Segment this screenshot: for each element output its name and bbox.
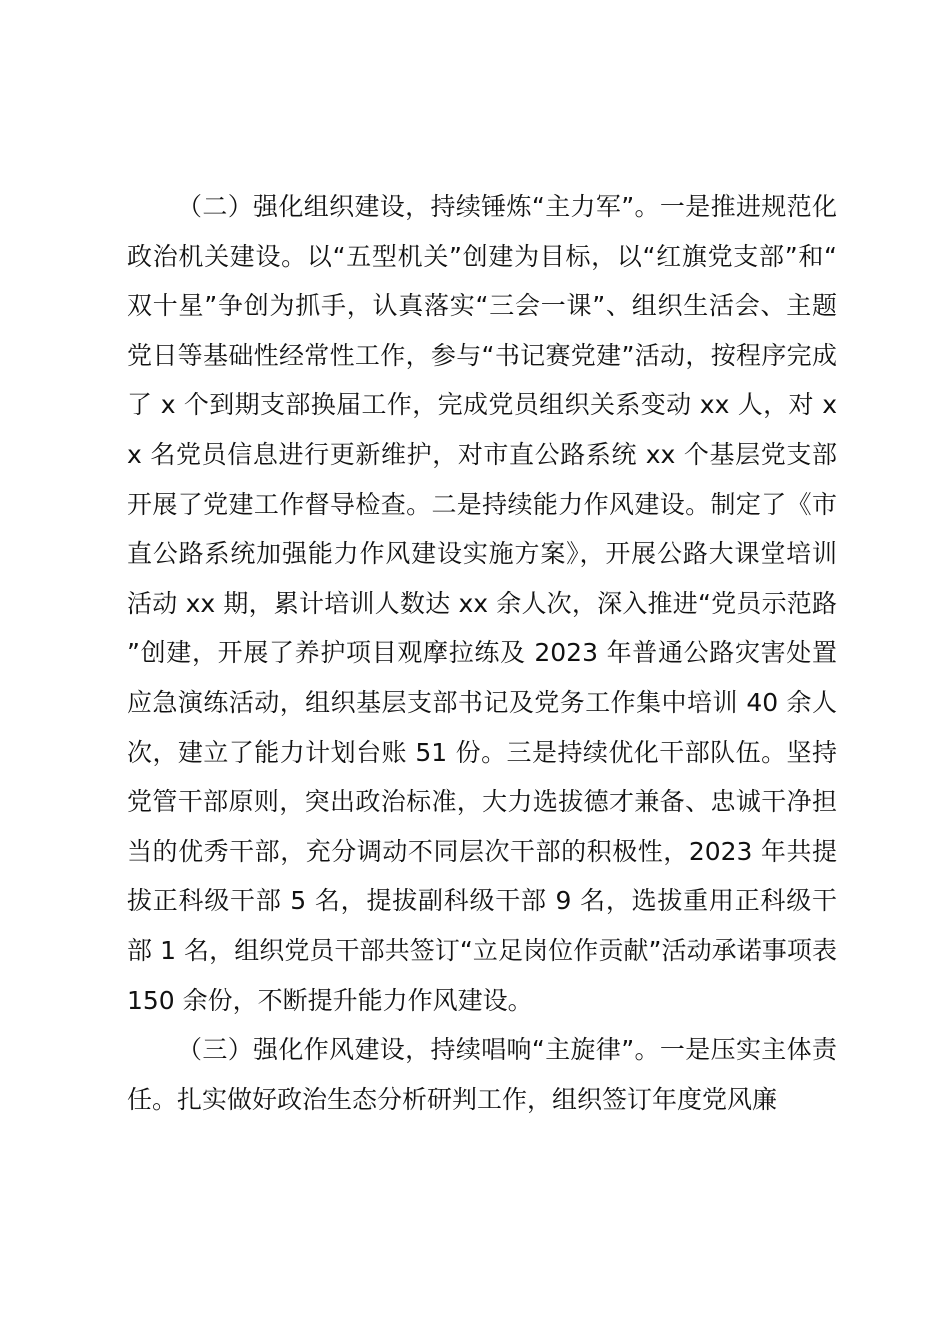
- paragraph-style-building: （三）强化作风建设，持续唱响“主旋律”。一是压实主体责任。扎实做好政治生态分析研判工作，组织签订年度党风廉: [127, 1035, 837, 1114]
- paragraph-organization-building: （二）强化组织建设，持续锤炼“主力军”。一是推进规范化政治机关建设。以“五型机关”创建为目标，以“红旗党支部”和“双十星”争创为抓手，认真落实“三会一课”、组织生活会、主题党日等基础性经常性工作，参与“书记赛党建”活动，按程序完成了 x 个到期支部换届工作，完成党员组织关系变动 xx 人，对 xx 名党员信息进行更新维护，对市直公路系统 xx 个基层党支部开展了党建工作督导检查。二是持续能力作风建设。制定了《市直公路系统加强能力作风建设实施方案》，开展公路大课堂培训活动 xx 期，累计培训人数达 xx 余人次，深入推进“党员示范路”创建，开展了养护项目观摩拉练及 2023 年普通公路灾害处置应急演练活动，组织基层支部书记及党务工作集中培训 40 余人次，建立了能力计划台账 51 份。三是持续优化干部队伍。坚持党管干部原则，突出政治标准，大力选拔德才兼备、忠诚干净担当的优秀干部，充分调动不同层次干部的积极性，2023 年共提拔正科级干部 5 名，提拔副科级干部 9 名，选拔重用正科级干部 1 名，组织党员干部共签订“立足岗位作贡献”活动承诺事项表 150 余份，不断提升能力作风建设。: [127, 192, 837, 1015]
- document-body: [127, 182, 837, 1124]
